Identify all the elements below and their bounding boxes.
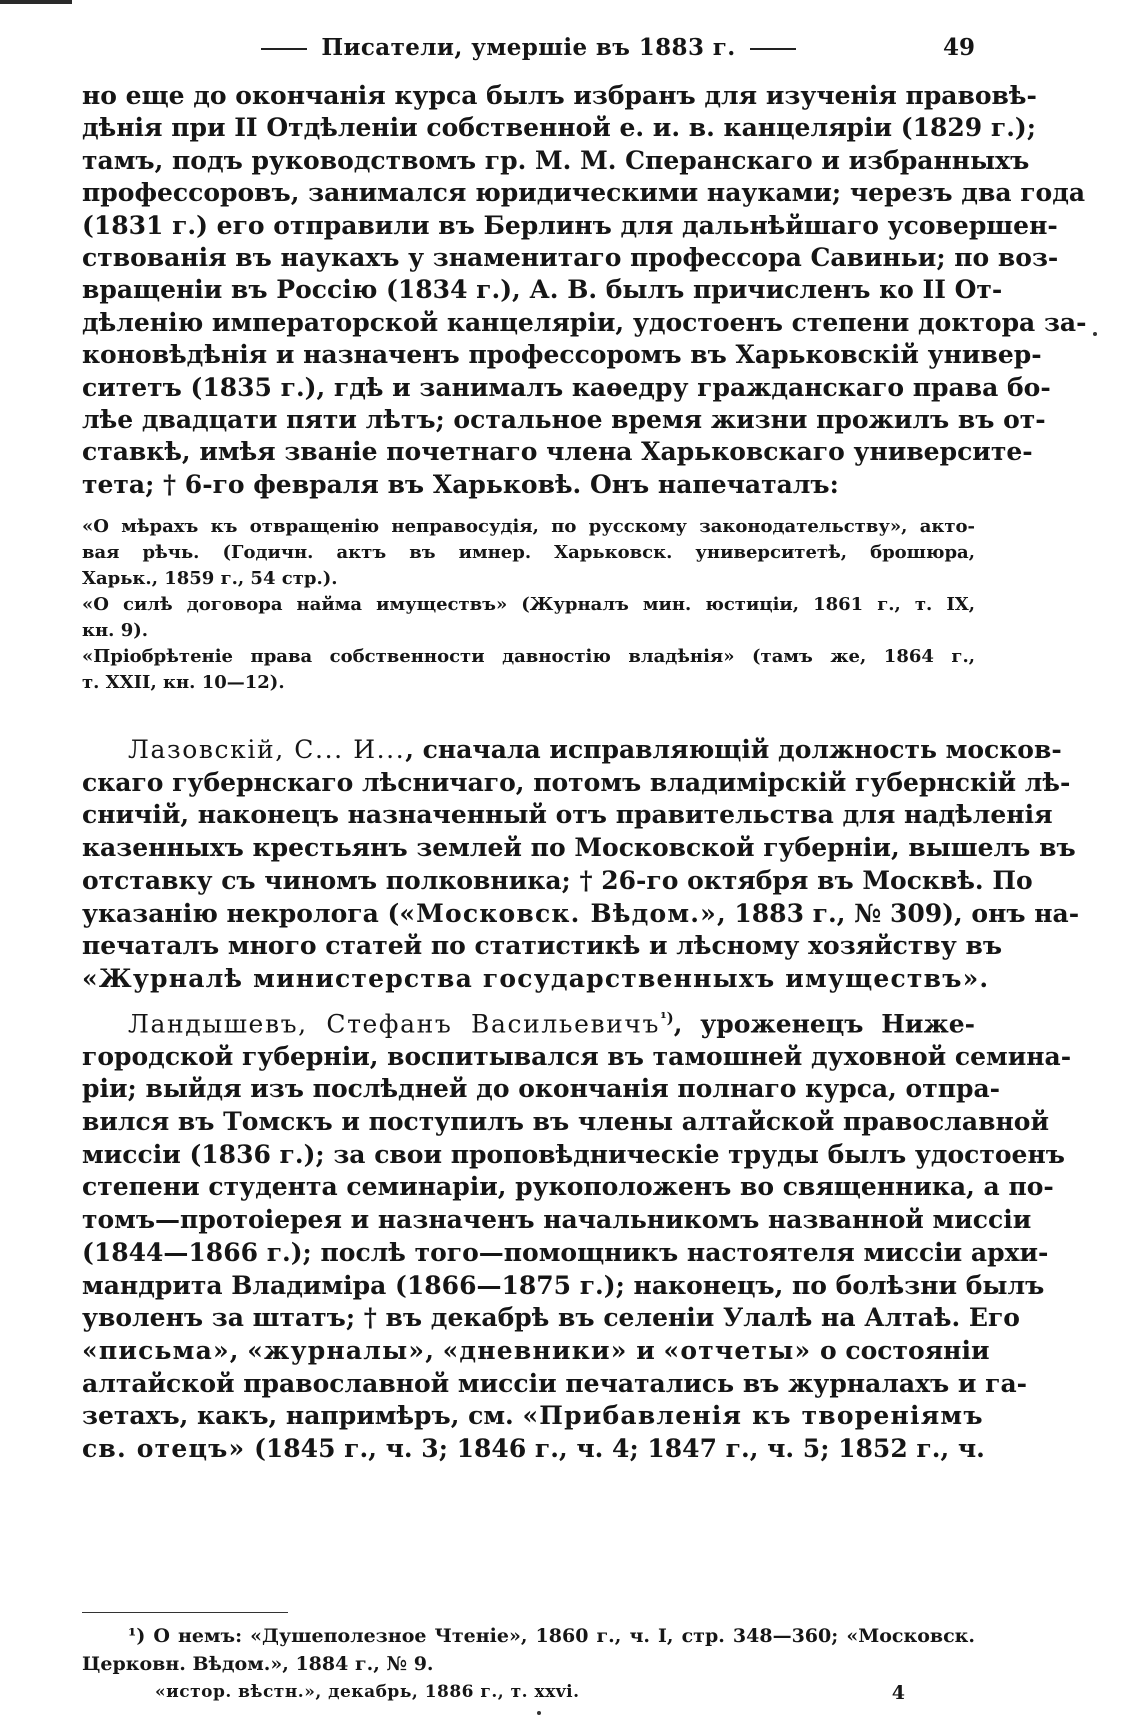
entry-text: , сначала исправляющій должность москов- xyxy=(405,735,1062,764)
text-line: (1831 г.) его отправили въ Берлинъ для дальнѣйшаго усовершен- xyxy=(82,210,1058,240)
running-title: Писатели, умершіе въ 1883 г. xyxy=(321,34,736,61)
work-title: «дневники» xyxy=(442,1335,628,1365)
entry-text: о состояніи xyxy=(820,1335,990,1365)
text-line: дѣленію императорской канцеляріи, удостоенъ степени доктора за- xyxy=(82,307,1087,337)
entry-line xyxy=(82,1400,984,1433)
entry-landyshev xyxy=(82,1002,1072,1466)
work-title: «Прибавленія къ твореніямъ xyxy=(522,1401,984,1431)
entry-name: Лазовскій, С... И... xyxy=(128,735,406,764)
work-title: «отчеты» xyxy=(663,1335,812,1365)
text-line: но еще до окончанія курса былъ избранъ для изученія правовѣ- xyxy=(82,81,1037,110)
entry-line: печаталъ много статей по статистикѣ и лѣсному хозяйству въ xyxy=(82,931,1003,961)
title-dash-right xyxy=(750,48,796,50)
main-paragraph xyxy=(82,80,1087,501)
entry-line: скаго губернскаго лѣсничаго, потомъ владимірскій губернскій лѣ- xyxy=(82,767,1071,797)
text-line: вращеніи въ Россію (1834 г.), А. В. былъ причисленъ ко II От- xyxy=(82,275,1003,305)
entry-line: городской губерніи, воспитывался въ тамошней духовной семина- xyxy=(82,1041,1072,1071)
margin-speck xyxy=(1093,332,1097,336)
footnotes xyxy=(82,1622,975,1678)
text-line: тета; † 6-го февраля въ Харьковѣ. Онъ напечаталъ: xyxy=(82,469,839,499)
entry-text: зетахъ, какъ, напримѣръ, см. xyxy=(82,1401,514,1431)
running-title-row xyxy=(82,34,975,61)
reference-line: т. XXII, кн. 10—12). xyxy=(82,672,285,693)
entry-text: , 1883 г., № 309), онъ на- xyxy=(716,898,1080,928)
entry-text: и xyxy=(636,1335,655,1365)
entry-line: ріи; выйдя изъ послѣдней до окончанія полнаго курса, отпра- xyxy=(82,1074,1001,1104)
reference-line: «О мѣрахъ къ отвращенію неправосудія, по русскому законодательству», акто- xyxy=(82,516,975,537)
footnote-line: ¹) О немъ: «Душеполезное Чтеніе», 1860 г., ч. I, стр. 348—360; «Московск. xyxy=(128,1625,975,1647)
entry-line: миссіи (1836 г.); за свои проповѣдническіе труды былъ удостоенъ xyxy=(82,1139,1065,1169)
text-line: лѣе двадцати пяти лѣтъ; остальное время жизни прожилъ въ от- xyxy=(82,405,1046,435)
reference-line: вая рѣчь. (Годичн. актъ въ имнер. Харьковск. университетѣ, брошюра, xyxy=(82,542,975,563)
entry-text: , уроженецъ Ниже- xyxy=(673,1008,975,1038)
text-line: коновѣдѣнія и назначенъ профессоромъ въ Харьковскій универ- xyxy=(82,340,1042,370)
text-line: ситетъ (1835 г.), гдѣ и занималъ каѳедру гражданскаго права бо- xyxy=(82,372,1051,402)
entry-line: степени студента семинаріи, рукоположенъ во священника, а по- xyxy=(82,1172,1054,1202)
footnote-marker: ¹) xyxy=(660,1008,674,1027)
page-number: 49 xyxy=(942,34,975,61)
printer-signature xyxy=(155,1682,905,1710)
reference-item xyxy=(82,514,975,592)
reference-item xyxy=(82,592,975,644)
text-line: профессоровъ, занимался юридическими науками; черезъ два года xyxy=(82,178,1086,208)
reference-list xyxy=(82,514,975,696)
entry-line xyxy=(82,898,1080,931)
entry-line: сничій, наконецъ назначенный отъ правительства для надѣленія xyxy=(82,800,1053,830)
work-title: «письма» xyxy=(82,1335,230,1365)
entry-line xyxy=(82,734,1062,767)
entry-name: Ландышевъ, Стефанъ Васильевичъ xyxy=(128,1008,661,1038)
reference-line: Харьк., 1859 г., 54 стр.). xyxy=(82,568,338,589)
biographical-entries xyxy=(82,734,1080,1466)
running-header xyxy=(82,34,975,70)
text-line: ставкѣ, имѣя званіе почетнаго члена Харьковскаго университе- xyxy=(82,437,1033,467)
entry-line: казенныхъ крестьянъ землей по Московской губерніи, вышелъ въ xyxy=(82,833,1076,863)
reference-item xyxy=(82,644,975,696)
text-line: ствованія въ наукахъ у знаменитаго профессора Савиньи; по воз- xyxy=(82,243,1059,273)
entry-line: мандрита Владиміра (1866—1875 г.); наконецъ, по болѣзни былъ xyxy=(82,1270,1045,1300)
entry-line: томъ—протоіерея и назначенъ начальникомъ названной миссіи xyxy=(82,1205,1032,1235)
text-line: тамъ, подъ руководствомъ гр. М. М. Сперанскаго и избранныхъ xyxy=(82,145,1030,175)
footnote-rule xyxy=(82,1612,288,1613)
entry-line: отставку съ чиномъ полковника; † 26-го октября въ Москвѣ. По xyxy=(82,865,1033,895)
main-text xyxy=(82,80,1087,501)
entry-text: указанію некролога ( xyxy=(82,898,400,928)
text-line: дѣнія при II Отдѣленіи собственной е. и. в. канцеляріи (1829 г.); xyxy=(82,113,1036,143)
entry-line: «письма», «журналы», «дневники» и «отчеты» о состояніи xyxy=(82,1335,990,1365)
work-title: св. отецъ» xyxy=(82,1434,246,1464)
entry-lazovsky xyxy=(82,734,1080,996)
work-title: «журналы» xyxy=(247,1335,426,1365)
page-edge-mark xyxy=(0,0,72,4)
periodical-title: «Московск. Вѣдом.» xyxy=(399,898,717,928)
entry-text: (1845 г., ч. 3; 1846 г., ч. 4; 1847 г., ч. 5; 1852 г., ч. xyxy=(254,1434,985,1464)
entry-line: уволенъ за штатъ; † въ декабрѣ въ селеніи Улалѣ на Алтаѣ. Его xyxy=(82,1303,1020,1333)
entry-line: алтайской православной миссіи печатались въ журналахъ и га- xyxy=(82,1368,1028,1398)
entry-line xyxy=(82,1002,975,1041)
reference-line: кн. 9). xyxy=(82,620,149,641)
reference-line: «О силѣ договора найма имуществъ» (Журналъ мин. юстиціи, 1861 г., т. IX, xyxy=(82,594,975,615)
footnote-line: Церковн. Вѣдом.», 1884 г., № 9. xyxy=(82,1653,434,1675)
signature-text: «истор. вѣстн.», декабрь, 1886 г., т. xxvi. xyxy=(155,1682,580,1702)
entry-line: (1844—1866 г.); послѣ того—помощникъ настоятеля миссіи архи- xyxy=(82,1237,1049,1267)
sheet-number: 4 xyxy=(891,1682,905,1704)
reference-line: «Пріобрѣтеніе права собственности давностію владѣнія» (тамъ же, 1864 г., xyxy=(82,646,975,667)
entry-line: вился въ Томскъ и поступилъ въ члены алтайской православной xyxy=(82,1107,1049,1137)
title-dash-left xyxy=(261,48,307,50)
entry-line xyxy=(82,1433,985,1466)
margin-speck xyxy=(537,1711,541,1715)
entry-line: «Журналѣ министерства государственныхъ имуществъ». xyxy=(82,963,990,993)
